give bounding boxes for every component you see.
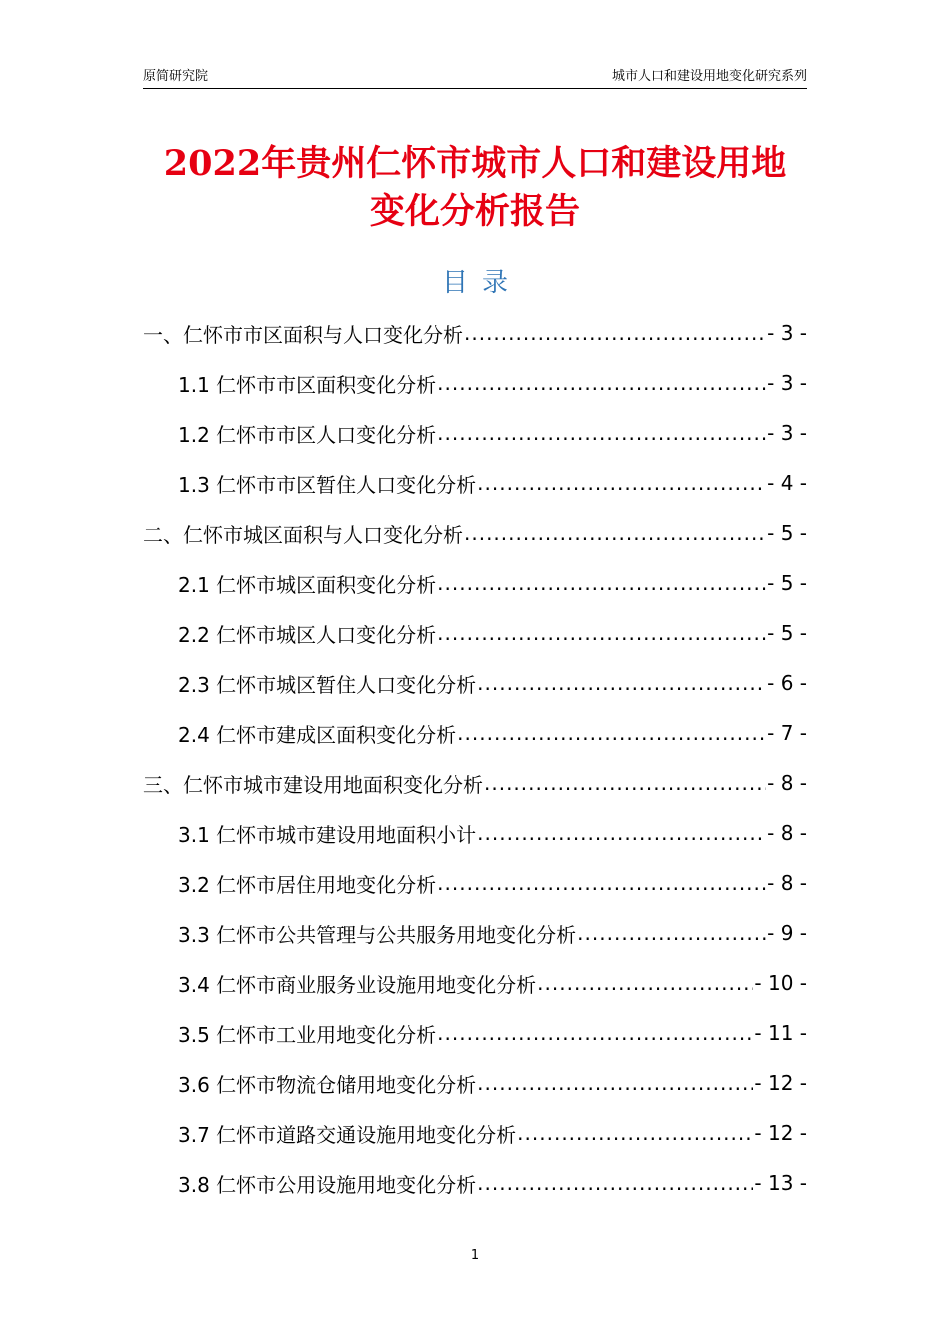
toc-entry-page: - 4 - xyxy=(767,471,807,495)
toc-entry-text: 3.4 仁怀市商业服务业设施用地变化分析 xyxy=(178,972,537,997)
toc-entry-page: - 3 - xyxy=(767,321,807,345)
toc-heading: 目录 xyxy=(441,268,522,298)
report-title-line2: 变化分析报告 xyxy=(369,191,580,232)
toc-leader-dots xyxy=(517,1121,753,1145)
toc-entry-text: 1.3 仁怀市市区暂住人口变化分析 xyxy=(178,472,477,497)
toc-leader-dots xyxy=(477,821,766,845)
toc-leader-dots xyxy=(464,321,766,345)
toc-entry-text: 1.2 仁怀市市区人口变化分析 xyxy=(178,422,437,447)
toc-entry-page: - 8 - xyxy=(767,871,807,895)
toc-entry-page: - 13 - xyxy=(754,1171,807,1195)
toc-entry[interactable] xyxy=(143,608,807,658)
toc-entry-text: 3.5 仁怀市工业用地变化分析 xyxy=(178,1022,437,1047)
toc-entry-page: - 5 - xyxy=(767,521,807,545)
toc-entry[interactable] xyxy=(143,758,807,808)
toc-leader-dots xyxy=(477,471,766,495)
page-number: 1 xyxy=(470,1248,480,1263)
toc-entry[interactable] xyxy=(143,408,807,458)
toc-entry-page: - 8 - xyxy=(767,821,807,845)
toc-entry-page: - 6 - xyxy=(767,671,807,695)
report-title xyxy=(100,140,850,236)
header-org: 原简研究院 xyxy=(143,69,209,84)
toc-entry-page: - 10 - xyxy=(754,971,807,995)
toc-entry-text: 1.1 仁怀市市区面积变化分析 xyxy=(178,372,437,397)
header-series: 城市人口和建设用地变化研究系列 xyxy=(611,69,807,84)
toc-leader-dots xyxy=(437,421,766,445)
toc-entry[interactable] xyxy=(143,1158,807,1208)
toc-entry-page: - 5 - xyxy=(767,621,807,645)
toc-entry-text: 3.8 仁怀市公用设施用地变化分析 xyxy=(178,1172,477,1197)
toc-entry-page: - 9 - xyxy=(767,921,807,945)
toc-entry-text: 2.1 仁怀市城区面积变化分析 xyxy=(178,572,437,597)
toc-entry-page: - 3 - xyxy=(767,371,807,395)
toc-entry[interactable] xyxy=(143,358,807,408)
toc-entry-text: 2.3 仁怀市城区暂住人口变化分析 xyxy=(178,672,477,697)
toc-leader-dots xyxy=(477,1171,753,1195)
toc-leader-dots xyxy=(577,921,766,945)
toc-entry-text: 2.4 仁怀市建成区面积变化分析 xyxy=(178,722,457,747)
toc-leader-dots xyxy=(437,871,766,895)
toc-leader-dots xyxy=(477,1071,753,1095)
toc-entry-text: 3.2 仁怀市居住用地变化分析 xyxy=(178,872,437,897)
report-title-line1: 2022年贵州仁怀市城市人口和建设用地 xyxy=(163,143,787,184)
toc-leader-dots xyxy=(537,971,753,995)
toc-leader-dots xyxy=(437,571,766,595)
toc-entry-page: - 7 - xyxy=(767,721,807,745)
toc-leader-dots xyxy=(437,1021,753,1045)
toc-entry-text: 二、仁怀市城区面积与人口变化分析 xyxy=(143,522,463,547)
toc-leader-dots xyxy=(437,371,766,395)
toc-entry[interactable] xyxy=(143,858,807,908)
toc-leader-dots xyxy=(464,521,766,545)
toc-leader-dots xyxy=(437,621,766,645)
toc-entry-text: 3.3 仁怀市公共管理与公共服务用地变化分析 xyxy=(178,922,577,947)
toc-entry-page: - 11 - xyxy=(754,1021,807,1045)
toc-entry-text: 三、仁怀市城市建设用地面积变化分析 xyxy=(143,772,483,797)
toc-entry-text: 2.2 仁怀市城区人口变化分析 xyxy=(178,622,437,647)
toc-entry-text: 3.7 仁怀市道路交通设施用地变化分析 xyxy=(178,1122,517,1147)
toc-entry[interactable] xyxy=(143,1058,807,1108)
toc-entry-page: - 5 - xyxy=(767,571,807,595)
toc-entry[interactable] xyxy=(143,808,807,858)
toc-entry-page: - 12 - xyxy=(754,1121,807,1145)
toc-entry[interactable] xyxy=(143,708,807,758)
toc-leader-dots xyxy=(484,771,766,795)
toc-entry[interactable] xyxy=(143,458,807,508)
toc-entry[interactable] xyxy=(143,958,807,1008)
toc-entry-text: 一、仁怀市市区面积与人口变化分析 xyxy=(143,322,463,347)
page-header xyxy=(143,64,807,89)
toc-leader-dots xyxy=(477,671,766,695)
toc-entry-text: 3.1 仁怀市城市建设用地面积小计 xyxy=(178,822,477,847)
toc-entry-page: - 3 - xyxy=(767,421,807,445)
toc-entry-text: 3.6 仁怀市物流仓储用地变化分析 xyxy=(178,1072,477,1097)
toc-leader-dots xyxy=(457,721,766,745)
toc-entry[interactable] xyxy=(143,908,807,958)
toc-entry[interactable] xyxy=(143,558,807,608)
toc-entry[interactable] xyxy=(143,508,807,558)
toc-entry[interactable] xyxy=(143,1108,807,1158)
table-of-contents xyxy=(143,308,807,1208)
toc-entry-page: - 8 - xyxy=(767,771,807,795)
toc-entry-page: - 12 - xyxy=(754,1071,807,1095)
toc-entry[interactable] xyxy=(143,1008,807,1058)
toc-entry[interactable] xyxy=(143,308,807,358)
toc-entry[interactable] xyxy=(143,658,807,708)
